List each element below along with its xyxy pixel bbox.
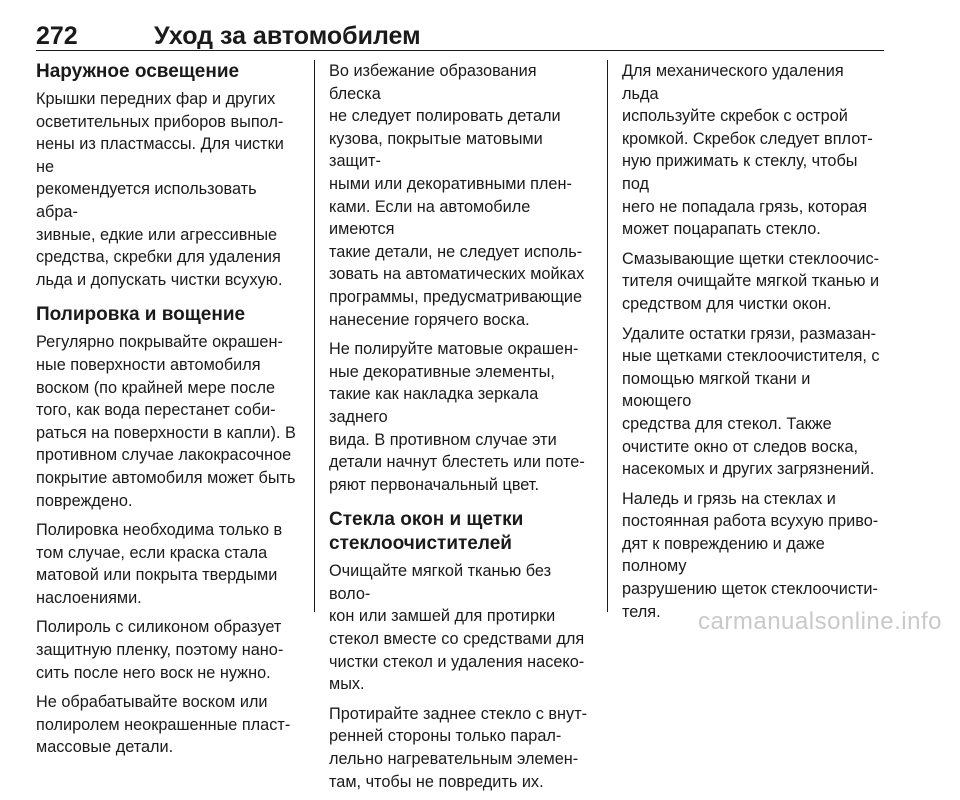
- paragraph: Во избежание образования блеска не следует полировать детали кузова, покрытые матовыми защит- ными или декоративными плен- ками. Если на автомобиле имеются такие детали, не следует исполь- зовать на автоматических мойках программы, предусматривающие нанесение горячего воска.: [329, 62, 585, 329]
- paragraph: Наледь и грязь на стеклах и постоянная работа всухую приво- дят к повреждению и даже полному разрушению щеток стеклоочисти- теля.: [622, 489, 879, 621]
- paragraph: Крышки передних фар и других осветительных приборов выпол- нены из пластмассы. Для чистки не рекомендуется использовать абра- зивные, едкие или агрессивные средства, скребки для удаления льда и допускать чистки всухую.: [36, 90, 284, 289]
- paragraph: Не полируйте матовые окрашен- ные декоративные элементы, такие как накладка зеркала заднего вида. В противном случае эти детали начнут блестеть или поте- ряют первоначальный цвет.: [329, 340, 585, 494]
- section-heading-polishing-waxing: Полировка и вощение: [36, 304, 246, 326]
- page-header: [36, 22, 884, 51]
- section-heading-windows-wipers: Стекла окон и щетки стеклоочистителей: [329, 509, 524, 555]
- column-divider: [607, 60, 608, 612]
- section-heading-exterior-lighting: Наружное освещение: [36, 61, 240, 82]
- paragraph: Протирайте заднее стекло с внут- ренней стороны только парал- лельно нагревательным элемен- там, чтобы не повредить их.: [329, 704, 588, 791]
- chapter-title: Уход за автомобилем: [154, 22, 421, 50]
- site-watermark: carmanualsonline.info: [698, 608, 942, 635]
- text-column-2: [329, 60, 589, 800]
- column-divider: [314, 60, 315, 612]
- paragraph: Полировка необходима только в том случае, если краска стала матовой или покрыта твердыми наслоениями.: [36, 521, 283, 607]
- paragraph: Удалите остатки грязи, размазан- ные щетками стеклоочистителя, с помощью мягкой ткани и моющего средства для стекол. Также очистите окно от следов воска, насекомых и других загрязнений.: [622, 324, 880, 479]
- paragraph: Регулярно покрывайте окрашен- ные поверхности автомобиля воском (по крайней мере после того, как вода перестанет соби- раться на поверхности в капли). В противном случае лакокрасочное покрытие автомобиля может быть повреждено.: [36, 333, 296, 510]
- paragraph: Полироль с силиконом образует защитную пленку, поэтому нано- сить после него воск не нужно.: [36, 618, 284, 682]
- paragraph: Для механического удаления льда используйте скребок с острой кромкой. Скребок следует вплот- ную прижимать к стеклу, чтобы под него не попадала грязь, которая может поцарапать стекло.: [622, 62, 873, 239]
- paragraph: Не обрабатывайте воском или полиролем неокрашенные пласт- массовые детали.: [36, 693, 291, 757]
- page-number: 272: [36, 22, 78, 50]
- text-column-1: [36, 60, 296, 766]
- paragraph: Смазывающие щетки стеклоочис- тителя очищайте мягкой тканью и средством для чистки окон.: [622, 249, 880, 313]
- text-column-3: [622, 60, 882, 630]
- paragraph: Очищайте мягкой тканью без воло- кон или замшей для протирки стекол вместе со средствами для чистки стекол и удаления насеко- мых.: [329, 562, 585, 694]
